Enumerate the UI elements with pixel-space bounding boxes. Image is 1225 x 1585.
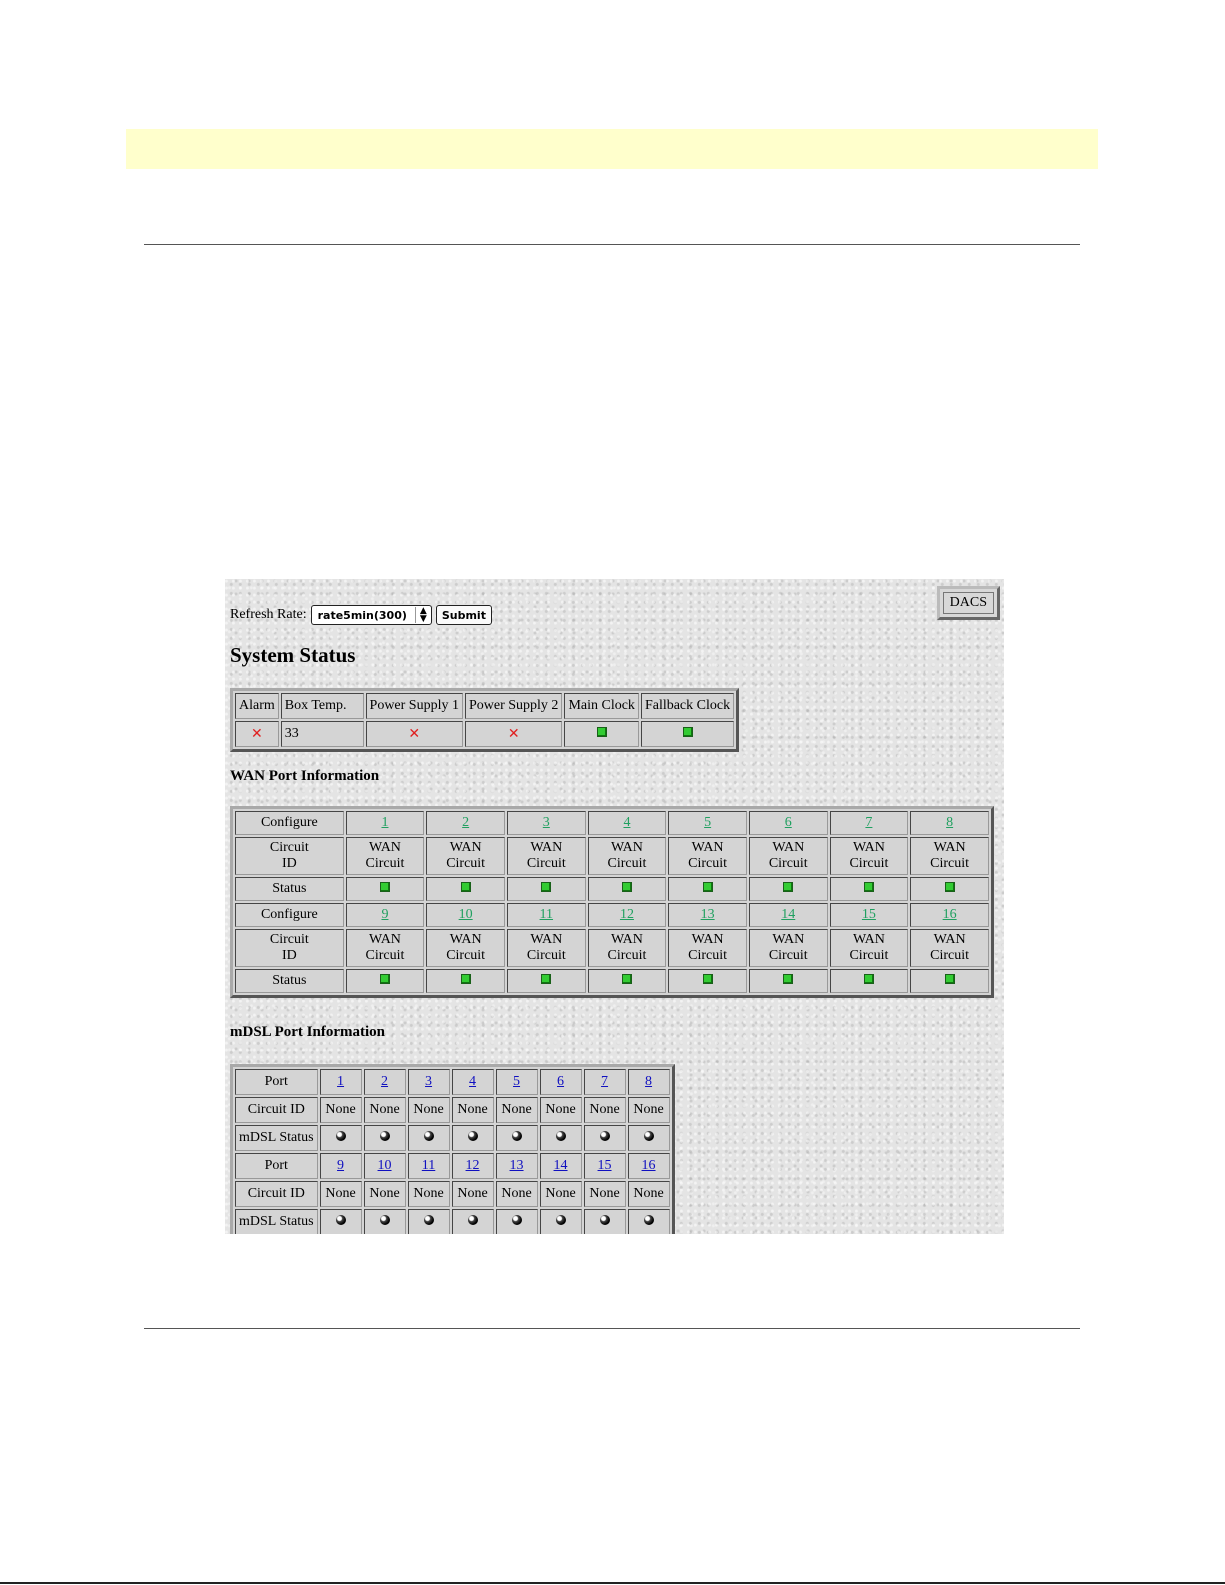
wan-status-led-icon bbox=[622, 974, 632, 984]
mdsl-port-table bbox=[230, 1064, 675, 1234]
status-label: Status bbox=[235, 877, 344, 901]
wan-circuit-id: WAN Circuit bbox=[346, 837, 425, 875]
submit-button[interactable]: Submit bbox=[436, 605, 492, 625]
mdsl-status-off-icon bbox=[600, 1131, 610, 1141]
wan-circuit-id: WAN Circuit bbox=[507, 929, 586, 967]
mdsl-port-link-5[interactable]: 5 bbox=[513, 1074, 521, 1089]
mdsl-port-title: mDSL Port Information bbox=[230, 1024, 385, 1040]
wan-status-led-icon bbox=[945, 974, 955, 984]
mdsl-circuit-id: None bbox=[408, 1181, 450, 1207]
wan-status-led-icon bbox=[945, 882, 955, 892]
status-label: Status bbox=[235, 969, 344, 993]
mdsl-status-off-icon bbox=[468, 1131, 478, 1141]
header-alarm: Alarm bbox=[235, 693, 279, 719]
mdsl-port-link-3[interactable]: 3 bbox=[425, 1074, 433, 1089]
wan-status-led-icon bbox=[541, 882, 551, 892]
mdsl-port-link-16[interactable]: 16 bbox=[641, 1158, 656, 1173]
wan-circuit-id: WAN Circuit bbox=[426, 929, 505, 967]
wan-port-link-1[interactable]: 1 bbox=[381, 815, 389, 830]
main-clock-led-icon bbox=[597, 727, 607, 737]
mdsl-status-label: mDSL Status bbox=[235, 1209, 318, 1234]
mdsl-status-off-icon bbox=[336, 1131, 346, 1141]
mdsl-port-link-11[interactable]: 11 bbox=[421, 1158, 436, 1173]
wan-status-led-icon bbox=[703, 974, 713, 984]
mdsl-port-link-6[interactable]: 6 bbox=[557, 1074, 565, 1089]
wan-status-row-2 bbox=[235, 969, 989, 993]
mdsl-circuit-id: None bbox=[496, 1181, 538, 1207]
mdsl-port-link-9[interactable]: 9 bbox=[337, 1158, 345, 1173]
wan-port-link-2[interactable]: 2 bbox=[462, 815, 470, 830]
mdsl-circuit-id: None bbox=[584, 1097, 626, 1123]
mdsl-status-row-2 bbox=[235, 1209, 670, 1234]
fallback-clock-led-icon bbox=[683, 727, 693, 737]
mdsl-circuit-id: None bbox=[364, 1181, 406, 1207]
wan-port-link-10[interactable]: 10 bbox=[458, 907, 473, 922]
mdsl-status-off-icon bbox=[556, 1131, 566, 1141]
mdsl-status-off-icon bbox=[644, 1215, 654, 1225]
mdsl-circuit-id: None bbox=[628, 1097, 670, 1123]
mdsl-status-off-icon bbox=[468, 1215, 478, 1225]
configure-label: Configure bbox=[235, 811, 344, 835]
mdsl-port-link-15[interactable]: 15 bbox=[597, 1158, 612, 1173]
wan-status-led-icon bbox=[461, 882, 471, 892]
wan-port-link-4[interactable]: 4 bbox=[623, 815, 631, 830]
mdsl-circuit-id: None bbox=[452, 1181, 494, 1207]
mdsl-circuit-id: None bbox=[540, 1097, 582, 1123]
power-supply-1-x-icon: ✕ bbox=[408, 725, 421, 742]
port-label: Port bbox=[235, 1069, 318, 1095]
header-power-supply-2: Power Supply 2 bbox=[465, 693, 562, 719]
mdsl-port-link-4[interactable]: 4 bbox=[469, 1074, 477, 1089]
wan-circuit-id: WAN Circuit bbox=[910, 929, 989, 967]
refresh-rate-select[interactable] bbox=[311, 605, 432, 625]
mdsl-port-row-1 bbox=[235, 1069, 670, 1095]
mdsl-port-link-12[interactable]: 12 bbox=[465, 1158, 480, 1173]
wan-status-led-icon bbox=[541, 974, 551, 984]
circuit-id-label: Circuit ID bbox=[235, 1181, 318, 1207]
wan-port-link-9[interactable]: 9 bbox=[381, 907, 389, 922]
wan-status-led-icon bbox=[783, 882, 793, 892]
power-supply-1-cell bbox=[366, 721, 463, 747]
wan-circuit-id: WAN Circuit bbox=[830, 837, 909, 875]
box-temp-value: 33 bbox=[281, 721, 364, 747]
wan-port-title: WAN Port Information bbox=[230, 768, 380, 784]
header-fallback-clock: Fallback Clock bbox=[641, 693, 734, 719]
mdsl-circuit-id: None bbox=[320, 1097, 362, 1123]
mdsl-port-link-10[interactable]: 10 bbox=[377, 1158, 392, 1173]
wan-port-link-15[interactable]: 15 bbox=[861, 907, 876, 922]
wan-circuit-row-1 bbox=[235, 837, 989, 875]
wan-circuit-id: WAN Circuit bbox=[668, 837, 747, 875]
wan-status-led-icon bbox=[622, 882, 632, 892]
wan-status-led-icon bbox=[380, 882, 390, 892]
wan-circuit-id: WAN Circuit bbox=[668, 929, 747, 967]
wan-status-led-icon bbox=[783, 974, 793, 984]
system-status-table bbox=[230, 688, 739, 752]
wan-circuit-id: WAN Circuit bbox=[507, 837, 586, 875]
mdsl-circuit-row-1 bbox=[235, 1097, 670, 1123]
mdsl-status-label: mDSL Status bbox=[235, 1125, 318, 1151]
wan-port-table bbox=[230, 806, 994, 998]
mdsl-status-off-icon bbox=[512, 1215, 522, 1225]
header-banner bbox=[126, 129, 1098, 169]
circuit-id-label: Circuit ID bbox=[235, 837, 344, 875]
wan-circuit-id: WAN Circuit bbox=[426, 837, 505, 875]
wan-circuit-row-2 bbox=[235, 929, 989, 967]
mdsl-circuit-row-2 bbox=[235, 1181, 670, 1207]
header-main-clock: Main Clock bbox=[564, 693, 639, 719]
mdsl-port-link-14[interactable]: 14 bbox=[553, 1158, 568, 1173]
power-supply-2-x-icon: ✕ bbox=[507, 725, 520, 742]
bottom-rule bbox=[144, 1328, 1080, 1329]
refresh-rate-label: Refresh Rate: bbox=[230, 607, 307, 622]
dacs-label: DACS bbox=[943, 592, 994, 614]
system-status-title: System Status bbox=[230, 643, 356, 667]
wan-port-link-3[interactable]: 3 bbox=[542, 815, 550, 830]
dacs-status-screenshot bbox=[225, 579, 1004, 1234]
wan-port-link-16[interactable]: 16 bbox=[942, 907, 957, 922]
wan-circuit-id: WAN Circuit bbox=[346, 929, 425, 967]
fallback-clock-cell bbox=[641, 721, 734, 747]
wan-circuit-id: WAN Circuit bbox=[749, 837, 828, 875]
alarm-cell bbox=[235, 721, 279, 747]
dacs-button[interactable] bbox=[937, 586, 1000, 620]
mdsl-port-link-7[interactable]: 7 bbox=[601, 1074, 609, 1089]
mdsl-status-row-1 bbox=[235, 1125, 670, 1151]
mdsl-circuit-id: None bbox=[496, 1097, 538, 1123]
mdsl-circuit-id: None bbox=[540, 1181, 582, 1207]
wan-port-link-8[interactable]: 8 bbox=[946, 815, 954, 830]
wan-circuit-id: WAN Circuit bbox=[830, 929, 909, 967]
mdsl-status-off-icon bbox=[600, 1215, 610, 1225]
mdsl-status-off-icon bbox=[336, 1215, 346, 1225]
circuit-id-label: Circuit ID bbox=[235, 929, 344, 967]
port-label: Port bbox=[235, 1153, 318, 1179]
wan-configure-row-1 bbox=[235, 811, 989, 835]
mdsl-circuit-id: None bbox=[628, 1181, 670, 1207]
wan-port-link-14[interactable]: 14 bbox=[781, 907, 796, 922]
mdsl-circuit-id: None bbox=[584, 1181, 626, 1207]
wan-circuit-id: WAN Circuit bbox=[749, 929, 828, 967]
wan-port-link-5[interactable]: 5 bbox=[704, 815, 712, 830]
mdsl-status-off-icon bbox=[380, 1215, 390, 1225]
wan-port-link-7[interactable]: 7 bbox=[865, 815, 873, 830]
mdsl-circuit-id: None bbox=[408, 1097, 450, 1123]
wan-port-link-12[interactable]: 12 bbox=[619, 907, 634, 922]
mdsl-circuit-id: None bbox=[320, 1181, 362, 1207]
power-supply-2-cell bbox=[465, 721, 562, 747]
wan-configure-row-2 bbox=[235, 903, 989, 927]
mdsl-circuit-id: None bbox=[364, 1097, 406, 1123]
top-rule bbox=[144, 244, 1080, 245]
wan-circuit-id: WAN Circuit bbox=[910, 837, 989, 875]
mdsl-status-off-icon bbox=[512, 1131, 522, 1141]
wan-status-row-1 bbox=[235, 877, 989, 901]
wan-status-led-icon bbox=[864, 974, 874, 984]
header-power-supply-1: Power Supply 1 bbox=[366, 693, 463, 719]
mdsl-status-off-icon bbox=[424, 1215, 434, 1225]
wan-circuit-id: WAN Circuit bbox=[588, 837, 667, 875]
mdsl-status-off-icon bbox=[644, 1131, 654, 1141]
wan-port-link-13[interactable]: 13 bbox=[700, 907, 715, 922]
system-status-header-row bbox=[235, 693, 734, 719]
footer-rule bbox=[0, 1582, 1225, 1584]
refresh-rate-bar bbox=[230, 605, 492, 625]
system-status-value-row bbox=[235, 721, 734, 747]
wan-circuit-id: WAN Circuit bbox=[588, 929, 667, 967]
header-box-temp: Box Temp. bbox=[281, 693, 364, 719]
refresh-rate-value: rate5min(300) bbox=[317, 608, 407, 622]
mdsl-port-link-2[interactable]: 2 bbox=[381, 1074, 389, 1089]
wan-status-led-icon bbox=[703, 882, 713, 892]
mdsl-port-link-8[interactable]: 8 bbox=[645, 1074, 653, 1089]
wan-port-link-11[interactable]: 11 bbox=[539, 907, 554, 922]
configure-label: Configure bbox=[235, 903, 344, 927]
alarm-x-icon: ✕ bbox=[251, 725, 263, 742]
mdsl-status-off-icon bbox=[424, 1131, 434, 1141]
wan-status-led-icon bbox=[461, 974, 471, 984]
mdsl-port-row-2 bbox=[235, 1153, 670, 1179]
main-clock-cell bbox=[564, 721, 639, 747]
mdsl-circuit-id: None bbox=[452, 1097, 494, 1123]
wan-port-link-6[interactable]: 6 bbox=[784, 815, 792, 830]
mdsl-status-off-icon bbox=[380, 1131, 390, 1141]
mdsl-port-link-13[interactable]: 13 bbox=[509, 1158, 524, 1173]
select-arrows-icon: ▲ ▼ bbox=[415, 607, 427, 623]
wan-status-led-icon bbox=[864, 882, 874, 892]
mdsl-port-link-1[interactable]: 1 bbox=[337, 1074, 345, 1089]
circuit-id-label: Circuit ID bbox=[235, 1097, 318, 1123]
mdsl-status-off-icon bbox=[556, 1215, 566, 1225]
wan-status-led-icon bbox=[380, 974, 390, 984]
